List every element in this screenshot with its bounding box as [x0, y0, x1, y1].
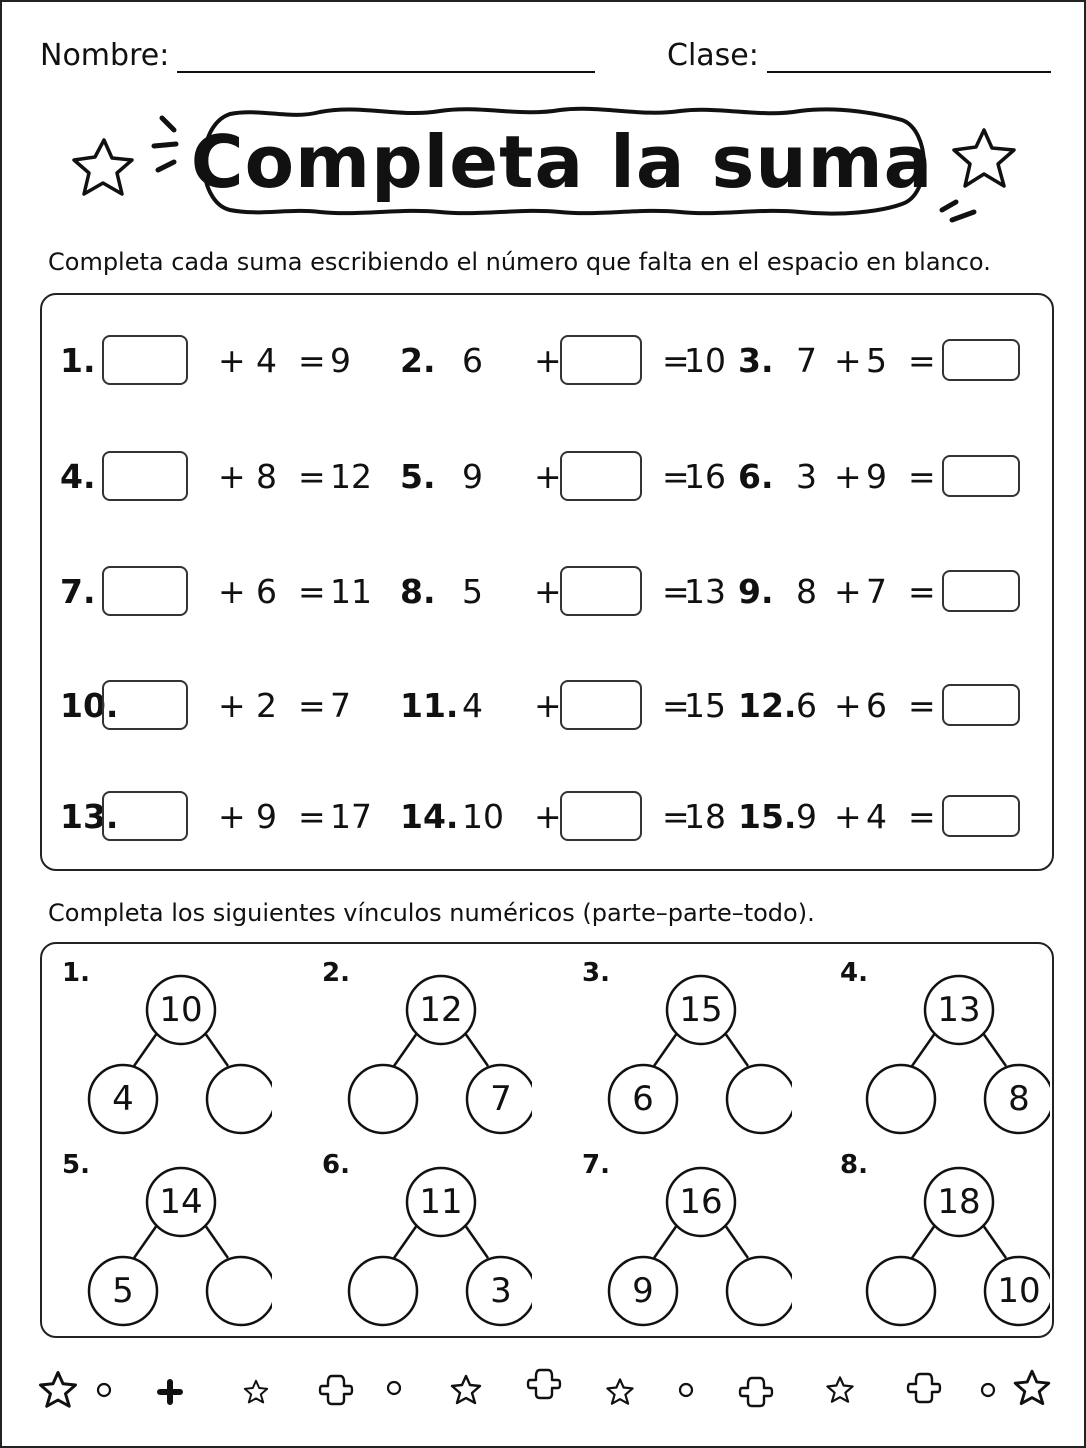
plus-sign: + — [834, 686, 862, 725]
addend: 4 — [866, 797, 887, 836]
number-bond — [582, 1150, 792, 1330]
bond-number: 5. — [62, 1150, 90, 1180]
class-row — [667, 38, 1051, 73]
bond-part-right-value: 10 — [997, 1271, 1041, 1311]
problem-number: 5. — [400, 457, 436, 496]
addend: 9 — [462, 457, 483, 496]
sum-problem — [400, 791, 726, 843]
answer-box[interactable] — [942, 795, 1020, 837]
bond-number: 8. — [840, 1150, 868, 1180]
equals-sign: = — [908, 572, 936, 611]
problem-number: 12. — [738, 686, 797, 725]
circle-icon — [664, 1368, 708, 1412]
bond-number: 6. — [322, 1150, 350, 1180]
equals-sign: = — [662, 572, 690, 611]
star-icon — [444, 1368, 488, 1412]
circle-icon — [82, 1368, 126, 1412]
star-icon — [1010, 1366, 1054, 1410]
bond-part-left-circle[interactable] — [867, 1065, 935, 1133]
bond-whole-value: 16 — [679, 1182, 723, 1222]
problem-number: 13. — [60, 797, 119, 836]
sum-result: 10 — [684, 341, 726, 380]
bond-part-left-value: 6 — [632, 1079, 654, 1119]
sum-problem — [60, 335, 380, 387]
sum-result: 9 — [330, 341, 351, 380]
bond-number: 3. — [582, 958, 610, 988]
addend: 8 — [796, 572, 817, 611]
problem-number: 2. — [400, 341, 436, 380]
flower-icon — [314, 1368, 358, 1412]
bond-whole-value: 12 — [419, 990, 463, 1030]
sum-problem — [738, 566, 1058, 618]
answer-box[interactable] — [942, 339, 1020, 381]
addend: 6 — [462, 341, 483, 380]
problem-number: 14. — [400, 797, 459, 836]
problem-number: 11. — [400, 686, 459, 725]
bond-number: 1. — [62, 958, 90, 988]
sum-problem — [400, 680, 726, 732]
sums-panel — [40, 293, 1054, 871]
title-banner — [190, 106, 934, 218]
answer-box[interactable] — [942, 570, 1020, 612]
bonds-instruction: Completa los siguientes vínculos numéricos (parte–parte–todo). — [48, 899, 815, 927]
star-icon — [950, 124, 1022, 194]
sum-result: 13 — [684, 572, 726, 611]
bond-whole-value: 15 — [679, 990, 723, 1030]
addend: 9 — [796, 797, 817, 836]
equals-sign: = — [298, 686, 326, 725]
plus-sign: + — [218, 686, 246, 725]
plus-sign: + — [834, 572, 862, 611]
equals-sign: = — [908, 686, 936, 725]
number-bond — [582, 958, 792, 1138]
name-label: Nombre: — [40, 38, 170, 73]
addend: 10 — [462, 797, 504, 836]
bond-part-right-circle[interactable] — [727, 1065, 792, 1133]
answer-box[interactable] — [102, 680, 188, 730]
plus-sign: + — [834, 797, 862, 836]
equals-sign: = — [662, 797, 690, 836]
bond-whole-value: 13 — [937, 990, 981, 1030]
bond-number: 4. — [840, 958, 868, 988]
problem-number: 15. — [738, 797, 797, 836]
answer-box[interactable] — [102, 791, 188, 841]
bond-part-right-value: 7 — [490, 1079, 512, 1119]
problem-number: 3. — [738, 341, 774, 380]
problem-number: 7. — [60, 572, 96, 611]
star-icon — [234, 1370, 278, 1414]
plus-sign: + — [534, 457, 562, 496]
sum-result: 16 — [684, 457, 726, 496]
equals-sign: = — [908, 341, 936, 380]
bond-part-right-value: 3 — [490, 1271, 512, 1311]
answer-box[interactable] — [560, 566, 642, 616]
answer-box[interactable] — [560, 680, 642, 730]
number-bond — [322, 1150, 532, 1330]
plus-sign: + — [218, 457, 246, 496]
number-bond — [840, 1150, 1050, 1330]
answer-box[interactable] — [560, 335, 642, 385]
sum-result: 17 — [330, 797, 372, 836]
problem-number: 8. — [400, 572, 436, 611]
bond-part-left-value: 5 — [112, 1271, 134, 1311]
bond-part-left-circle[interactable] — [349, 1065, 417, 1133]
star-icon — [36, 1368, 80, 1412]
sum-problem — [400, 566, 726, 618]
addend: 6 — [866, 686, 887, 725]
bond-whole-value: 14 — [159, 1182, 203, 1222]
bond-whole-value: 10 — [159, 990, 203, 1030]
sum-problem — [60, 680, 380, 732]
sum-result: 12 — [330, 457, 372, 496]
addend: 9 — [256, 797, 277, 836]
sparkle-lines-icon — [150, 112, 190, 182]
addend: 9 — [866, 457, 887, 496]
flower-icon — [734, 1370, 778, 1414]
plus-sign: + — [834, 457, 862, 496]
addend: 2 — [256, 686, 277, 725]
equals-sign: = — [298, 797, 326, 836]
addend: 7 — [866, 572, 887, 611]
sum-problem — [738, 791, 1058, 843]
sum-problem — [60, 451, 380, 503]
sum-problem — [738, 680, 1058, 732]
problem-number: 9. — [738, 572, 774, 611]
answer-box[interactable] — [560, 791, 642, 841]
star-icon — [598, 1370, 642, 1414]
circle-icon — [966, 1368, 1010, 1412]
answer-box[interactable] — [560, 451, 642, 501]
bond-number: 2. — [322, 958, 350, 988]
sum-problem — [60, 791, 380, 843]
bond-part-left-circle[interactable] — [349, 1257, 417, 1325]
equals-sign: = — [298, 457, 326, 496]
answer-box[interactable] — [942, 455, 1020, 497]
equals-sign: = — [662, 457, 690, 496]
sparkle-lines-icon — [936, 190, 986, 226]
bond-part-right-circle[interactable] — [207, 1065, 272, 1133]
problem-number: 10. — [60, 686, 119, 725]
equals-sign: = — [908, 797, 936, 836]
bond-part-right-value: 8 — [1008, 1079, 1030, 1119]
star-icon — [68, 136, 138, 200]
addend: 6 — [796, 686, 817, 725]
sum-problem — [60, 566, 380, 618]
addend: 5 — [462, 572, 483, 611]
bond-part-left-value: 4 — [112, 1079, 134, 1119]
sum-result: 15 — [684, 686, 726, 725]
bond-number: 7. — [582, 1150, 610, 1180]
name-field[interactable] — [177, 39, 595, 73]
flower-icon — [522, 1362, 566, 1406]
equals-sign: = — [298, 572, 326, 611]
bond-part-right-circle[interactable] — [207, 1257, 272, 1325]
plus-sign: + — [534, 572, 562, 611]
bond-part-left-value: 9 — [632, 1271, 654, 1311]
sum-result: 18 — [684, 797, 726, 836]
addend: 5 — [866, 341, 887, 380]
addend: 4 — [256, 341, 277, 380]
problem-number: 6. — [738, 457, 774, 496]
bonds-panel — [40, 942, 1054, 1338]
answer-box[interactable] — [102, 566, 188, 616]
answer-box[interactable] — [942, 684, 1020, 726]
number-bond — [840, 958, 1050, 1138]
number-bond — [62, 1150, 272, 1330]
bond-part-right-circle[interactable] — [727, 1257, 792, 1325]
class-field[interactable] — [767, 39, 1051, 73]
plus-sign: + — [218, 341, 246, 380]
problem-number: 1. — [60, 341, 96, 380]
plus-sign: + — [218, 797, 246, 836]
sum-result: 11 — [330, 572, 372, 611]
addend: 7 — [796, 341, 817, 380]
sums-instruction: Completa cada suma escribiendo el número que falta en el espacio en blanco. — [48, 248, 991, 276]
addend: 6 — [256, 572, 277, 611]
problem-number: 4. — [60, 457, 96, 496]
class-label: Clase: — [667, 38, 759, 73]
star-icon — [818, 1368, 862, 1412]
addend: 4 — [462, 686, 483, 725]
bond-part-left-circle[interactable] — [867, 1257, 935, 1325]
bond-whole-value: 11 — [419, 1182, 463, 1222]
equals-sign: = — [908, 457, 936, 496]
answer-box[interactable] — [102, 335, 188, 385]
plus-icon — [148, 1370, 192, 1414]
sum-problem — [400, 335, 726, 387]
equals-sign: = — [662, 686, 690, 725]
name-row — [40, 38, 595, 73]
circle-icon — [372, 1366, 416, 1410]
equals-sign: = — [662, 341, 690, 380]
flower-icon — [902, 1366, 946, 1410]
bond-whole-value: 18 — [937, 1182, 981, 1222]
number-bond — [62, 958, 272, 1138]
equals-sign: = — [298, 341, 326, 380]
answer-box[interactable] — [102, 451, 188, 501]
plus-sign: + — [834, 341, 862, 380]
plus-sign: + — [534, 686, 562, 725]
sum-problem — [738, 451, 1058, 503]
sum-result: 7 — [330, 686, 351, 725]
page-title: Completa la suma — [190, 120, 934, 204]
sum-problem — [400, 451, 726, 503]
sum-problem — [738, 335, 1058, 387]
number-bond — [322, 958, 532, 1138]
addend: 8 — [256, 457, 277, 496]
addend: 3 — [796, 457, 817, 496]
plus-sign: + — [534, 797, 562, 836]
plus-sign: + — [534, 341, 562, 380]
plus-sign: + — [218, 572, 246, 611]
